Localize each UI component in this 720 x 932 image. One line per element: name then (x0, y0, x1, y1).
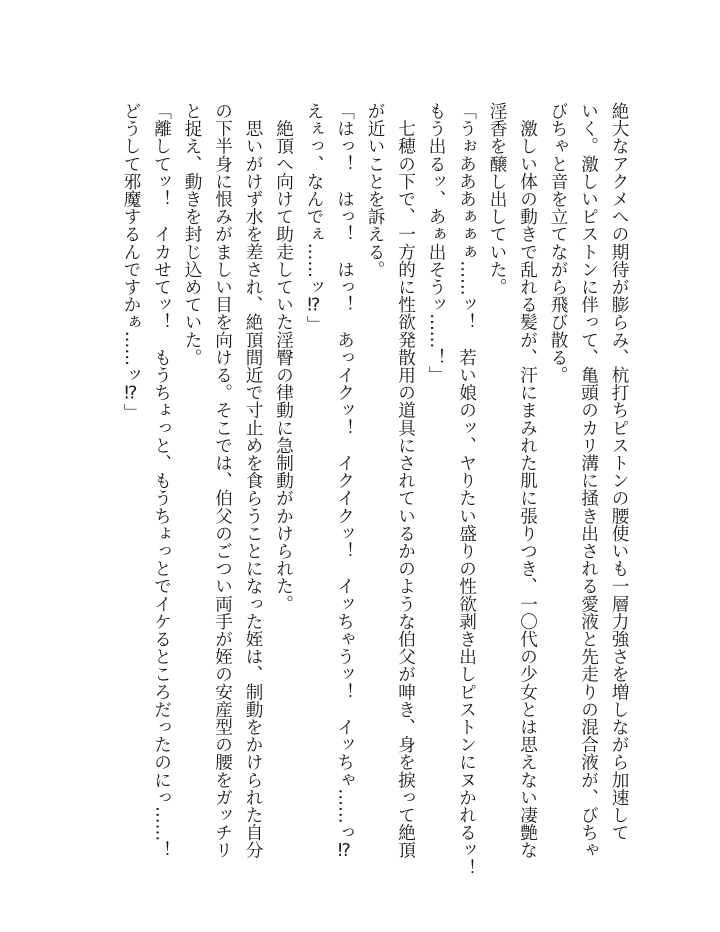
text-column: と捉え、動きを封じ込めていた。 (182, 102, 202, 366)
text-column: 七穂の下で、一方的に性欲発散用の道具にされているかのような伯父が呻き、身を捩って絶頂 (395, 102, 416, 859)
text-column: 絶大なアクメへの期待が膨らみ、杭打ちピストンの腰使いも一層力強さを増しながら加速して (609, 102, 629, 842)
text-column: びちゃと音を立てながら飛び散る。 (548, 102, 568, 384)
text-column: 「うぉあああぁぁぁ……ッ！ 若い娘のッ、ヤりたい盛りの性欲剥き出しピストンにヌかれるッ！ (456, 102, 477, 877)
text-column: 淫香を醸し出していた。 (487, 102, 507, 296)
vertical-text-page (114, 102, 634, 877)
text-column: いく。激しいピストンに伴って、亀頭のカリ溝に掻き出される愛液と先走りの混合液が、びちゃ (578, 102, 599, 859)
text-column: 思いがけず水を差され、絶頂間近で寸止めを食らうことになった姪は、制動をかけられた自分 (243, 102, 263, 859)
text-column: が近いことを訴える。 (365, 102, 385, 278)
text-column: えぇっ、なんでぇ……ッ⁉」 (304, 102, 324, 334)
text-column: どうして邪魔するんですかぁ……ッ⁉」 (121, 102, 141, 422)
text-column: 絶頂へ向けて助走していた淫臀の律動に急制動がかけられた。 (273, 102, 294, 613)
text-column: 「はっ！ はっ！ はっ！ あっイクッ！ イクイクッ！ イッちゃうッ！ イッちゃ……っ⁉ (334, 102, 355, 862)
text-column: の下半身に恨みがましい目を向ける。そこでは、伯父のごつい両手が姪の安産型の腰をガッチリ (212, 102, 233, 859)
text-column: 「離してッ！ イカせてッ！ もうちょっと、もうちょっとでイケるところだったのにっ……！ (151, 102, 172, 859)
text-column: もう出るッ、あぁ出そうッ……！」 (426, 102, 446, 384)
text-column: 激しい体の動きで乱れる髪が、汗にまみれた肌に張りつき、一〇代の少女とは思えない凄艶な (517, 102, 538, 859)
